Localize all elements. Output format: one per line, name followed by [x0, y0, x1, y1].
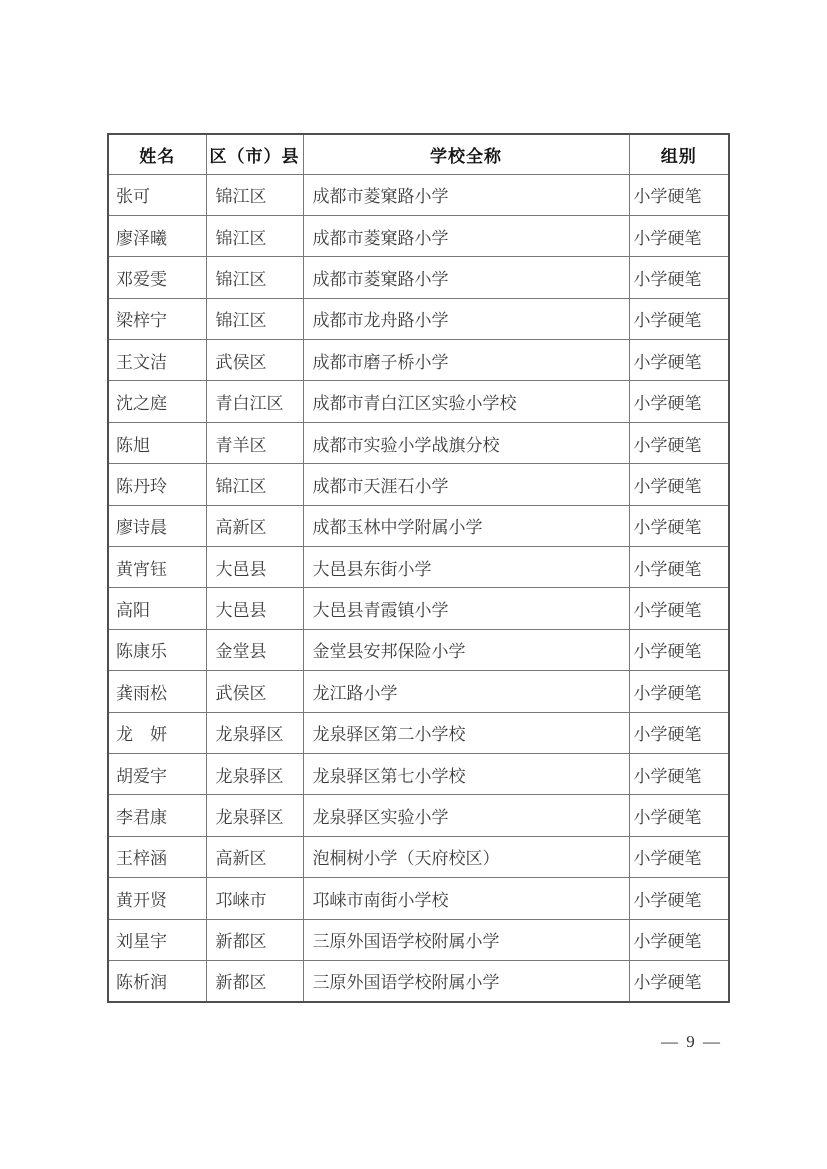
cell-district: 邛崃市: [206, 878, 303, 919]
cell-group: 小学硬笔: [629, 878, 729, 919]
cell-district: 锦江区: [206, 464, 303, 505]
header-name: 姓名: [108, 134, 206, 174]
cell-district: 龙泉驿区: [206, 753, 303, 794]
cell-name: 廖诗晨: [108, 505, 206, 546]
table-row: [108, 795, 729, 836]
cell-group: 小学硬笔: [629, 340, 729, 381]
cell-district: 新都区: [206, 960, 303, 1001]
page-number: — 9 —: [661, 1032, 722, 1051]
table-row: [108, 547, 729, 588]
cell-group: 小学硬笔: [629, 464, 729, 505]
cell-school: 邛崃市南街小学校: [303, 878, 629, 919]
cell-name: 龚雨松: [108, 671, 206, 712]
cell-name: 陈析润: [108, 960, 206, 1001]
cell-school: 成都市青白江区实验小学校: [303, 381, 629, 422]
table-row: [108, 588, 729, 629]
cell-group: 小学硬笔: [629, 629, 729, 670]
table-row: [108, 215, 729, 256]
roster-body: [108, 174, 729, 1002]
cell-name: 王文洁: [108, 340, 206, 381]
cell-name: 廖泽曦: [108, 215, 206, 256]
cell-school: 成都市天涯石小学: [303, 464, 629, 505]
cell-school: 龙泉驿区第七小学校: [303, 753, 629, 794]
cell-school: 泡桐树小学（天府校区）: [303, 836, 629, 877]
cell-name: 李君康: [108, 795, 206, 836]
cell-group: 小学硬笔: [629, 422, 729, 463]
table-row: [108, 836, 729, 877]
table-row: [108, 505, 729, 546]
cell-group: 小学硬笔: [629, 257, 729, 298]
cell-school: 龙江路小学: [303, 671, 629, 712]
cell-district: 高新区: [206, 836, 303, 877]
cell-group: 小学硬笔: [629, 919, 729, 960]
cell-name: 沈之庭: [108, 381, 206, 422]
table-row: [108, 960, 729, 1001]
cell-district: 锦江区: [206, 215, 303, 256]
cell-district: 青白江区: [206, 381, 303, 422]
cell-district: 锦江区: [206, 257, 303, 298]
cell-school: 三原外国语学校附属小学: [303, 919, 629, 960]
table-row: [108, 629, 729, 670]
cell-school: 成都市菱窠路小学: [303, 257, 629, 298]
cell-school: 成都市实验小学战旗分校: [303, 422, 629, 463]
table-row: [108, 878, 729, 919]
cell-district: 青羊区: [206, 422, 303, 463]
cell-school: 成都市菱窠路小学: [303, 215, 629, 256]
cell-district: 大邑县: [206, 547, 303, 588]
header-row: [108, 134, 729, 174]
cell-school: 成都市菱窠路小学: [303, 174, 629, 215]
cell-group: 小学硬笔: [629, 960, 729, 1001]
cell-district: 龙泉驿区: [206, 712, 303, 753]
cell-district: 锦江区: [206, 174, 303, 215]
cell-name: 胡爱宇: [108, 753, 206, 794]
cell-group: 小学硬笔: [629, 505, 729, 546]
cell-district: 金堂县: [206, 629, 303, 670]
header-group: 组别: [629, 134, 729, 174]
cell-name: 王梓涵: [108, 836, 206, 877]
table-row: [108, 381, 729, 422]
roster-table: [107, 133, 730, 1003]
cell-name: 陈丹玲: [108, 464, 206, 505]
cell-district: 武侯区: [206, 340, 303, 381]
cell-school: 大邑县东街小学: [303, 547, 629, 588]
table-row: [108, 257, 729, 298]
table-row: [108, 753, 729, 794]
cell-school: 金堂县安邦保险小学: [303, 629, 629, 670]
cell-district: 锦江区: [206, 298, 303, 339]
cell-group: 小学硬笔: [629, 381, 729, 422]
cell-school: 成都市磨子桥小学: [303, 340, 629, 381]
table-row: [108, 298, 729, 339]
table-row: [108, 464, 729, 505]
cell-school: 大邑县青霞镇小学: [303, 588, 629, 629]
cell-name: 黄宵钰: [108, 547, 206, 588]
cell-name: 黄开贤: [108, 878, 206, 919]
header-district: 区（市）县: [206, 134, 303, 174]
cell-district: 高新区: [206, 505, 303, 546]
cell-school: 成都玉林中学附属小学: [303, 505, 629, 546]
cell-group: 小学硬笔: [629, 298, 729, 339]
header-school: 学校全称: [303, 134, 629, 174]
cell-district: 龙泉驿区: [206, 795, 303, 836]
cell-group: 小学硬笔: [629, 215, 729, 256]
cell-group: 小学硬笔: [629, 671, 729, 712]
cell-school: 三原外国语学校附属小学: [303, 960, 629, 1001]
cell-name: 龙 妍: [108, 712, 206, 753]
cell-name: 邓爱雯: [108, 257, 206, 298]
table-row: [108, 422, 729, 463]
cell-group: 小学硬笔: [629, 836, 729, 877]
cell-name: 梁梓宁: [108, 298, 206, 339]
cell-group: 小学硬笔: [629, 712, 729, 753]
table-row: [108, 712, 729, 753]
cell-group: 小学硬笔: [629, 547, 729, 588]
cell-name: 张可: [108, 174, 206, 215]
cell-school: 龙泉驿区实验小学: [303, 795, 629, 836]
cell-name: 高阳: [108, 588, 206, 629]
cell-school: 龙泉驿区第二小学校: [303, 712, 629, 753]
cell-name: 陈旭: [108, 422, 206, 463]
cell-district: 武侯区: [206, 671, 303, 712]
cell-school: 成都市龙舟路小学: [303, 298, 629, 339]
cell-group: 小学硬笔: [629, 795, 729, 836]
cell-name: 刘星宇: [108, 919, 206, 960]
table-row: [108, 174, 729, 215]
table-row: [108, 671, 729, 712]
cell-district: 新都区: [206, 919, 303, 960]
table-row: [108, 340, 729, 381]
cell-group: 小学硬笔: [629, 174, 729, 215]
table-row: [108, 919, 729, 960]
cell-group: 小学硬笔: [629, 753, 729, 794]
cell-district: 大邑县: [206, 588, 303, 629]
cell-group: 小学硬笔: [629, 588, 729, 629]
cell-name: 陈康乐: [108, 629, 206, 670]
